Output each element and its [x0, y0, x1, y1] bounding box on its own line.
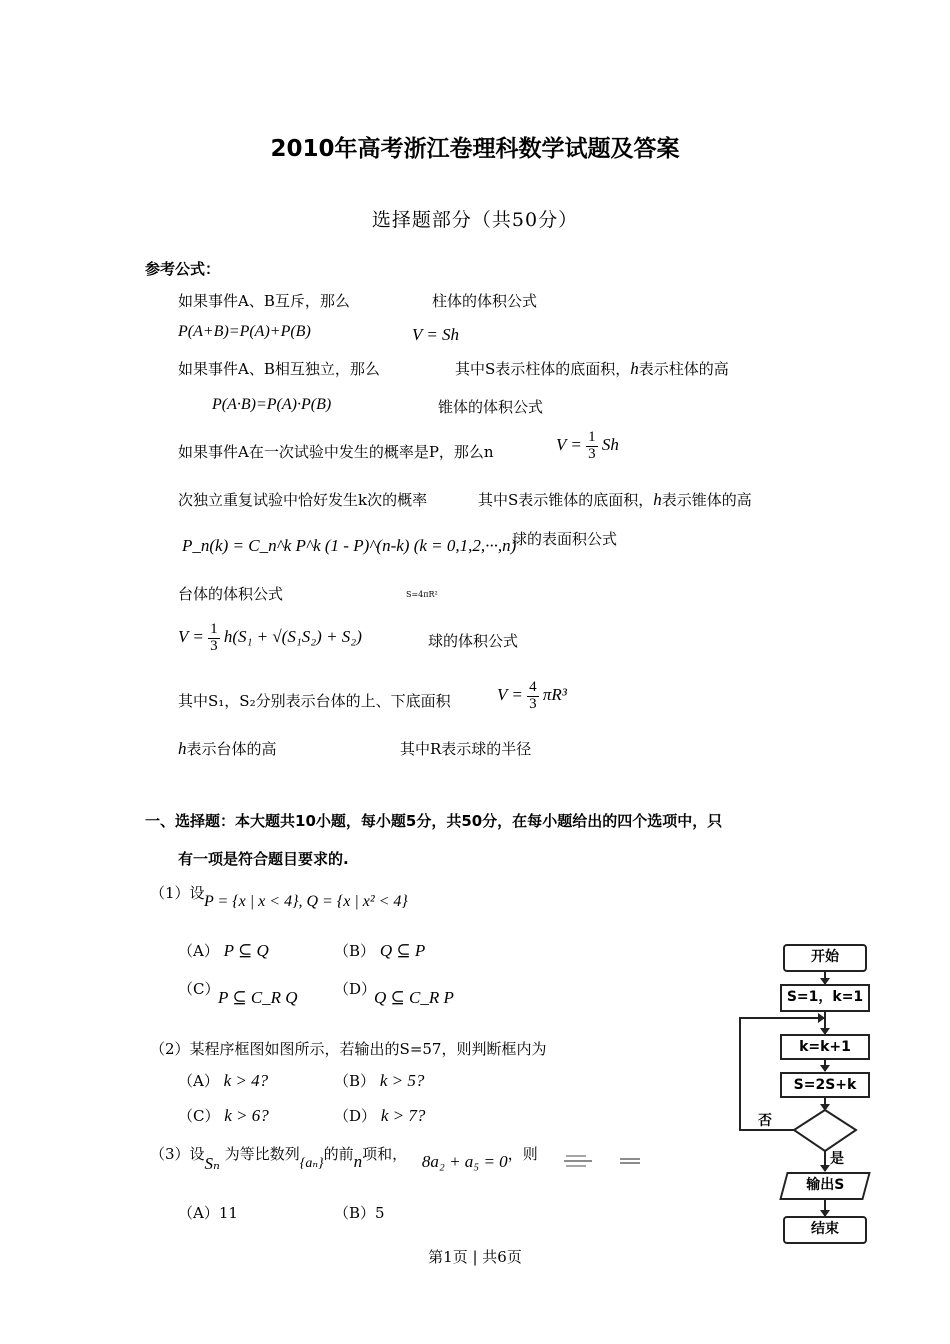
formula-text: 其中S表示柱体的底面积，h表示柱体的高: [455, 359, 729, 378]
formula-text: 台体的体积公式: [178, 585, 284, 603]
formula-text: 锥体的体积公式: [438, 398, 544, 416]
formula-expr: P(A·B)=P(A)·P(B): [212, 396, 332, 413]
formula-text: 其中S₁，S₂分别表示台体的上、下底面积: [178, 692, 451, 710]
formula-expr: V = Sh: [412, 325, 460, 344]
question-stem: （2）某程序框图如图所示，若输出的S=57，则判断框内为: [150, 1040, 547, 1058]
option-a: （A） k > 4?: [178, 1071, 269, 1090]
option-a: （A）11: [178, 1204, 238, 1222]
flowchart-no-label: 否: [758, 1113, 772, 1129]
option-d: （D） k > 7?: [334, 1106, 426, 1125]
section-subtitle: 选择题部分（共50分）: [371, 209, 579, 231]
option-a: （A） P ⊆ Q: [178, 941, 269, 960]
formula-expr: V = $\frac{4}{3}$ πR³: [497, 679, 567, 712]
formula-expr: S=4πR²: [406, 590, 438, 599]
page-title: 2010年高考浙江卷理科数学试题及答案: [270, 136, 680, 162]
formula-text: 如果事件A在一次试验中发生的概率是P，那么n: [178, 443, 494, 461]
flowchart-step-k: k=k+1: [780, 1034, 870, 1060]
option-c: （C） k > 6?: [178, 1106, 269, 1125]
formula-text: 如果事件A、B相互独立，那么: [178, 360, 380, 378]
formula-text: h表示台体的高: [178, 739, 277, 758]
formula-text: 球的体积公式: [428, 632, 519, 650]
formula-expr: V = $\frac{1}{3}$ h(S₁ + √(S₁S₂) + S₂): [178, 621, 362, 654]
question-stem: （1）设: [150, 884, 205, 902]
flowchart-step-s: S=2S+k: [780, 1072, 870, 1098]
page-footer: 第1页 | 共6页: [428, 1248, 522, 1266]
flowchart-init: S=1，k=1: [780, 984, 870, 1012]
option-d: Q ⊆ C_R P: [374, 988, 454, 1007]
formula-text: 如果事件A、B互斥，那么: [178, 292, 350, 310]
formulas-heading: 参考公式：: [145, 260, 221, 278]
flowchart-output: 输出S: [779, 1172, 871, 1200]
formula-expr: V = $\frac{1}{3}$ Sh: [556, 429, 619, 462]
formula-text: 其中R表示球的半径: [400, 740, 532, 758]
option-b: （B） Q ⊆ P: [334, 941, 426, 960]
option-d-label: （D）: [334, 980, 377, 998]
option-b: （B） k > 5?: [334, 1071, 425, 1090]
blurred-fraction-icon: [562, 1150, 642, 1172]
flowchart-start: 开始: [783, 944, 867, 972]
option-c-label: （C）: [178, 980, 220, 998]
formula-expr: P_n(k) = C_n^k P^k (1 - P)^(n-k) (k = 0,1,2,···,n): [182, 536, 517, 555]
formula-text: 次独立重复试验中恰好发生k次的概率: [178, 491, 428, 509]
option-c: P ⊆ C_R Q: [218, 988, 298, 1007]
formula-text: 其中S表示锥体的底面积，h表示锥体的高: [478, 490, 752, 509]
formula-expr: P(A+B)=P(A)+P(B): [178, 323, 311, 340]
question-stem: （3）设Sₙ 为等比数列{aₙ}的前n项和， 8a₂ + a₅ = 0，则: [150, 1145, 538, 1173]
flowchart-yes-label: 是: [830, 1151, 844, 1167]
formula-text: 柱体的体积公式: [432, 292, 538, 310]
formula-text: 球的表面积公式: [512, 530, 618, 548]
question-expr: P = {x | x < 4}, Q = {x | x² < 4}: [204, 893, 408, 910]
section-heading: 有一项是符合题目要求的.: [178, 850, 349, 868]
section-heading: 一、选择题：本大题共10小题，每小题5分，共50分，在每小题给出的四个选项中，只: [145, 812, 723, 830]
flowchart-end: 结束: [783, 1216, 867, 1244]
option-b: （B）5: [334, 1204, 385, 1222]
